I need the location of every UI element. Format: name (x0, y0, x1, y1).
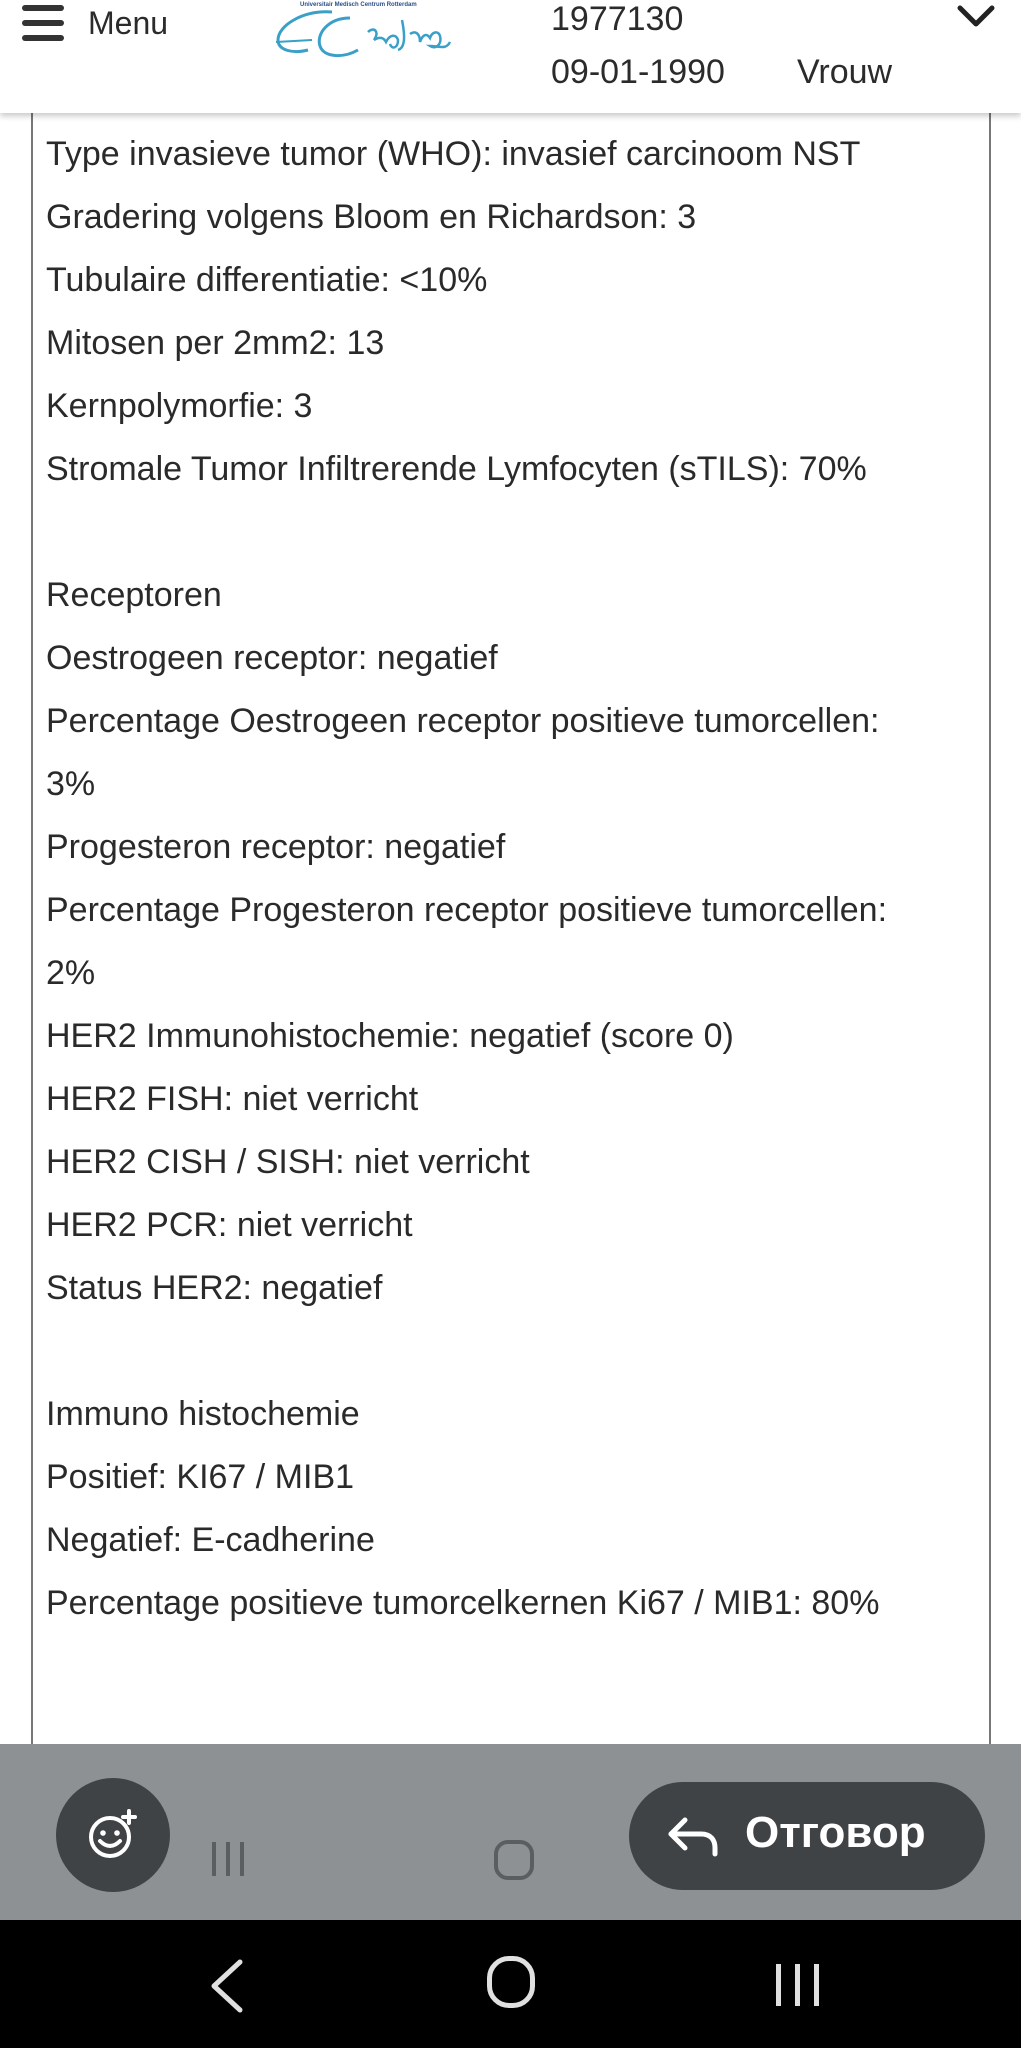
hamburger-icon (20, 3, 66, 43)
faint-recents-icon (210, 1842, 246, 1876)
app-header (0, 0, 1021, 113)
report-line: HER2 PCR: niet verricht (46, 1206, 413, 1244)
report-line: Percentage Oestrogeen receptor positieve tumorcellen: (46, 702, 880, 740)
add-emoji-icon (85, 1807, 141, 1863)
recents-icon[interactable] (772, 1962, 824, 2008)
report-line: Negatief: E-cadherine (46, 1521, 375, 1559)
patient-birth-date: 09-01-1990 (551, 53, 725, 91)
report-line: Percentage Progesteron receptor positieve tumorcellen: (46, 891, 888, 929)
report-line: Positief: KI67 / MIB1 (46, 1458, 355, 1496)
system-navigation-bar (0, 1920, 1021, 2048)
report-line: HER2 Immunohistochemie: negatief (score 0) (46, 1017, 734, 1055)
report-line: Stromale Tumor Infiltrerende Lymfocyten (sTILS): 70% (46, 450, 867, 488)
reply-label: Отговор (745, 1808, 926, 1857)
report-line: Tubulaire differentiatie: <10% (46, 261, 488, 299)
report-line: HER2 CISH / SISH: niet verricht (46, 1143, 530, 1181)
report-line: Percentage positieve tumorcelkernen Ki67 / MIB1: 80% (46, 1584, 880, 1622)
section-heading: Receptoren (46, 576, 222, 614)
report-line: Mitosen per 2mm2: 13 (46, 324, 385, 362)
report-line: HER2 FISH: niet verricht (46, 1080, 419, 1118)
report-line: Oestrogeen receptor: negatief (46, 639, 498, 677)
pathology-report (31, 113, 991, 1803)
report-line: Type invasieve tumor (WHO): invasief carcinoom NST (46, 135, 861, 173)
patient-gender: Vrouw (797, 53, 893, 91)
logo-caption: Universitair Medisch Centrum Rotterdam (300, 2, 417, 8)
menu-button[interactable] (20, 0, 168, 46)
reply-arrow-icon (667, 1814, 719, 1858)
patient-id: 1977130 (551, 0, 684, 38)
back-icon[interactable] (200, 1956, 254, 2016)
report-line: 2% (46, 954, 96, 992)
report-line: Status HER2: negatief (46, 1269, 383, 1307)
report-line: Kernpolymorfie: 3 (46, 387, 313, 425)
report-line: 3% (46, 765, 96, 803)
chevron-down-icon[interactable] (956, 2, 996, 32)
emoji-button[interactable] (56, 1778, 170, 1892)
menu-label: Menu (88, 4, 169, 41)
reply-button[interactable] (629, 1782, 985, 1890)
report-line: Gradering volgens Bloom en Richardson: 3 (46, 198, 697, 236)
home-icon[interactable] (487, 1956, 535, 2008)
faint-home-icon (494, 1840, 534, 1880)
report-line: Progesteron receptor: negatief (46, 828, 506, 866)
erasmus-logo (272, 0, 497, 70)
section-heading: Immuno histochemie (46, 1395, 360, 1433)
